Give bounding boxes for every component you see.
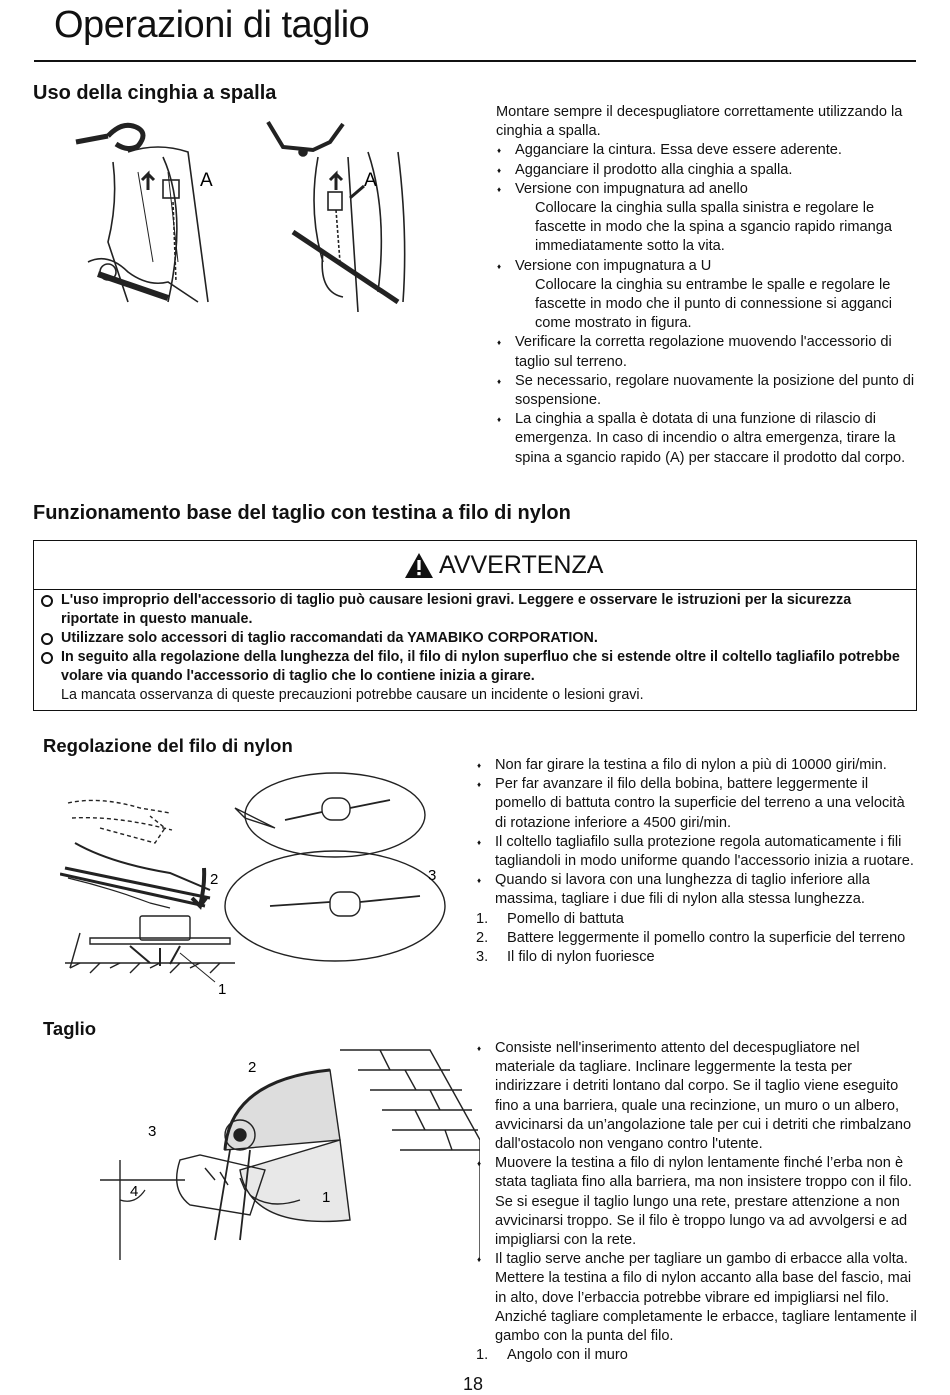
bullet-item: ♦ Versione con impugnatura a U: [496, 257, 920, 276]
nylon-adjust-instructions: [476, 756, 920, 967]
bullet-item: ♦ Se necessario, regolare nuovamente la posizione del punto di sospensione.: [496, 372, 920, 410]
warning-item: L'uso improprio dell'accessorio di taglio può causare lesioni gravi. Leggere e osservare le istruzioni per la sicurezza riportate in questo manuale.: [40, 591, 910, 629]
figure-label-a: A: [364, 170, 377, 191]
legend-item: 3. Il filo di nylon fuoriesce: [476, 949, 655, 966]
bullet-item: ♦ Muovere la testina a filo di nylon lentamente finché l’erba non è stata tagliata fino alla barriera, ma non insistere troppo con il filo. Se si esegue il taglio lungo una rete, prestare attenzione a non avvicinarsi troppo. Se il filo è troppo lungo va ad avvolgersi e ad impigliarsi con la rete.: [476, 1154, 920, 1250]
bullet-item: ♦ Consiste nell'inserimento attento del decespugliatore nel materiale da tagliare. Inclinare leggermente la testa per indirizzare i detriti lontano dal corpo. Se il taglio viene eseguito fino a una barriera, quale una recinzione, un muro o un albero, avvicinarsi da un’angolazione tale per cui i detriti che rimbalzano dall'ostacolo non vengano contro l'utente.: [476, 1039, 920, 1154]
bullet-item: ♦ Verificare la corretta regolazione muovendo l'accessorio di taglio sul terreno.: [496, 333, 920, 371]
figure-label-3: 3: [428, 867, 437, 884]
warning-triangle-icon: [404, 552, 434, 579]
section-heading-nylon-adjust: Regolazione del filo di nylon: [43, 735, 293, 756]
figure-label-4: 4: [130, 1183, 139, 1200]
figure-label-2: 2: [248, 1059, 257, 1076]
bullet-detail: Collocare la cinghia su entrambe le spalle e regolare le fascette in modo che il punto di connessione si agganci come mostrato in figura.: [535, 276, 892, 332]
page-number: 18: [463, 1374, 484, 1394]
warning-list: [40, 591, 910, 705]
bullet-item: ♦ Agganciare la cintura. Essa deve essere aderente.: [496, 141, 920, 160]
bullet-item: ♦ Non far girare la testina a filo di nylon a più di 10000 giri/min.: [476, 756, 920, 775]
warning-title-text: AVVERTENZA: [439, 551, 604, 579]
warning-box: [33, 540, 917, 711]
section-heading-nylon-basic: Funzionamento base del taglio con testina a filo di nylon: [33, 502, 571, 524]
bullet-item: ♦ Versione con impugnatura ad anello: [496, 180, 920, 199]
bullet-item: ♦ Quando si lavora con una lunghezza di taglio inferiore alla massima, tagliare i due fili di nylon alla stessa lunghezza.: [476, 871, 920, 909]
section-heading-cutting: Taglio: [43, 1018, 97, 1039]
page-title: Operazioni di taglio: [54, 4, 370, 46]
warning-item: Utilizzare solo accessori di taglio raccomandati da YAMABIKO CORPORATION.: [40, 629, 910, 648]
legend-item: 1. Angolo con il muro: [476, 1347, 628, 1364]
warning-title: [404, 551, 603, 580]
legend-item: 2. Battere leggermente il pomello contro la superficie del terreno: [476, 929, 906, 946]
figure-label-1: 1: [322, 1189, 331, 1206]
shoulder-strap-illustration: [68, 112, 428, 312]
cutting-illustration: [100, 1040, 480, 1260]
figure-label-1: 1: [218, 981, 227, 998]
bullet-detail: Collocare la cinghia sulla spalla sinistra e regolare le fascette in modo che la spina a sgancio rapido rimanga immediatamente sotto la vita.: [535, 200, 892, 255]
warning-item: In seguito alla regolazione della lunghezza del filo, il filo di nylon superfluo che si estende oltre il coltello tagliafilo potrebbe volare via quando l'accessorio di taglio che lo contiene inizia a girare.: [40, 648, 910, 686]
paragraph: Montare sempre il decespugliatore correttamente utilizzando la cinghia a spalla.: [496, 104, 903, 140]
warning-header: [34, 541, 916, 590]
bullet-item: ♦ Per far avanzare il filo della bobina, battere leggermente il pomello di battuta contro la superficie del terreno a una velocità di rotazione inferiore a 4500 giri/min.: [476, 775, 920, 833]
section-heading-shoulder-strap: Uso della cinghia a spalla: [33, 82, 277, 104]
bullet-item: ♦ Il coltello tagliafilo sulla protezione regola automaticamente i fili tagliandoli in modo uniforme quando l'accessorio inizia a ruotare.: [476, 833, 920, 871]
figure-label-a: A: [200, 170, 213, 191]
bullet-item: ♦ Agganciare il prodotto alla cinghia a spalla.: [496, 161, 920, 180]
nylon-adjust-illustration: [60, 768, 470, 1000]
warning-note: La mancata osservanza di queste precauzioni potrebbe causare un incidente o lesioni gravi.: [61, 687, 644, 703]
bullet-item: ♦ Il taglio serve anche per tagliare un gambo di erbacce alla volta. Mettere la testina a filo di nylon accanto alla base del fascio, mai in alto, dove l’erbaccia potrebbe vibrare ed impigliarsi nel filo. Anziché tagliare completamente le erbacce, tagliare lentamente il gambo con la punta del filo.: [476, 1250, 920, 1346]
bullet-item: ♦ La cinghia a spalla è dotata di una funzione di rilascio di emergenza. In caso di incendio o altra emergenza, tirare la spina a sgancio rapido (A) per staccare il prodotto dal corpo.: [496, 410, 920, 468]
legend-item: 1. Pomello di battuta: [476, 910, 624, 927]
cutting-instructions: [476, 1039, 920, 1365]
shoulder-strap-instructions: [496, 103, 920, 468]
title-rule: [34, 60, 916, 62]
figure-label-3: 3: [148, 1123, 157, 1140]
figure-label-2: 2: [210, 871, 219, 888]
